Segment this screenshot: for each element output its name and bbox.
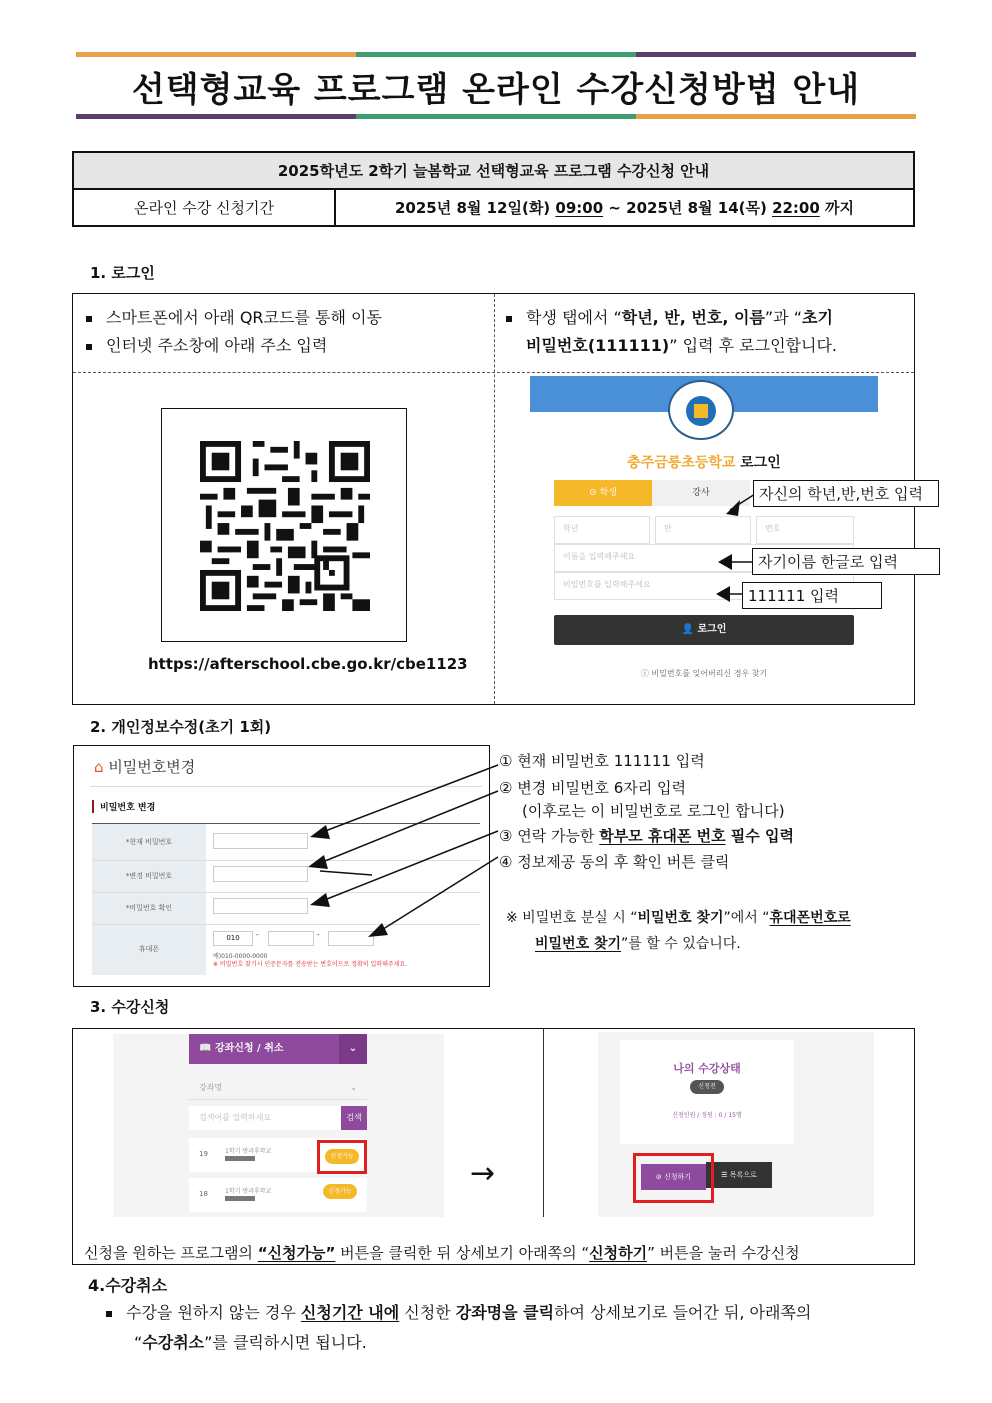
page-title: 선택형교육 프로그램 온라인 수강신청방법 안내 <box>131 70 861 110</box>
top-color-bar <box>76 52 916 57</box>
apply-available-badge[interactable]: 신청가능 <box>325 1149 359 1164</box>
step-arrows <box>300 755 510 945</box>
list-icon: ☰ <box>721 1171 728 1179</box>
course-menu-header[interactable]: 📖 강좌신청 / 취소 ⌄ <box>189 1034 367 1064</box>
qr-frame <box>161 408 407 642</box>
step-2: ② 변경 비밀번호 6자리 입력 <box>499 779 686 797</box>
highlight-box <box>633 1153 714 1203</box>
step-4: ④ 정보제공 동의 후 확인 버튼 클릭 <box>499 853 730 871</box>
forgot-password-link[interactable]: ⓘ 비밀번호를 잊어버리신 경우 찾기 <box>640 669 768 678</box>
status-card <box>620 1040 794 1144</box>
school-emblem-icon <box>668 380 734 440</box>
password-note: ※ 비밀번호 분실 시 “비밀번호 찾기”에서 “휴대폰번호로 <box>506 910 851 926</box>
phone-prefix-input[interactable]: 010 <box>213 931 253 946</box>
login-title: 충주금릉초등학교 로그인 <box>627 455 781 471</box>
tab-student[interactable]: ⊙ 학생 <box>554 480 652 506</box>
label-phone: 휴대폰 <box>138 945 160 953</box>
arrow-icon: → <box>470 1156 496 1191</box>
period-label: 온라인 수강 신청기간 <box>73 189 335 226</box>
divider <box>494 294 495 704</box>
number-input[interactable]: 번호 <box>756 516 854 544</box>
step-1: ① 현재 비밀번호 111111 입력 <box>499 752 705 770</box>
panel-subtitle: 비밀번호 변경 <box>92 800 155 813</box>
section2-heading: 2. 개인정보수정(초기 1회) <box>90 718 272 736</box>
registration-caption: 신청을 원하는 프로그램의 “신청가능” 버튼을 클릭한 뒤 상세보기 아래쪽의 “신청하기” 버튼을 눌러 수강신청 <box>84 1244 800 1262</box>
course-row[interactable]: 18 1학기 방과후학교 <box>189 1178 367 1212</box>
info-header: 2025학년도 2학기 늘봄학교 선택형교육 프로그램 수강신청 안내 <box>73 152 914 189</box>
phone-example: 예)010-0000-0000 <box>213 953 268 960</box>
course-row[interactable]: 19 1학기 방과후학교 <box>189 1138 367 1172</box>
search-input[interactable]: 검색어를 입력하세요 <box>189 1106 341 1130</box>
section3-heading: 3. 수강신청 <box>90 998 170 1016</box>
status-title: 나의 수강상태 <box>673 1062 741 1075</box>
label-confirm: *비밀번호 확인 <box>125 904 173 912</box>
callout-name: 자기이름 한글로 입력 <box>752 548 940 575</box>
confirm-password-input[interactable] <box>213 898 308 914</box>
book-icon: 📖 <box>199 1043 212 1054</box>
section4-heading: 4.수강취소 <box>88 1276 168 1295</box>
status-badge: 신청전 <box>690 1080 724 1094</box>
tab-teacher[interactable]: 강사 <box>652 480 750 506</box>
highlight-box <box>317 1140 367 1174</box>
search-button[interactable]: 검색 <box>341 1106 367 1130</box>
phone-warning: ※ 비밀번호 찾기시 인증문자를 전송받는 번호이므로 정확히 입력해주세요. <box>213 961 408 968</box>
current-password-input[interactable] <box>213 833 308 849</box>
cancel-instruction: 수강을 원하지 않는 경우 신청기간 내에 신청한 강좌명을 클릭하여 상세보기로 들어간 뒤, 아래쪽의 “수강취소”를 클릭하시면 됩니다. <box>106 1298 811 1358</box>
chevron-down-icon: ⌄ <box>339 1034 367 1064</box>
password-note-2: 비밀번호 찾기”를 할 수 있습니다. <box>535 936 741 952</box>
label-new: *변경 비밀번호 <box>125 872 173 880</box>
panel-title: ⌂ 비밀번호변경 <box>94 758 196 776</box>
divider <box>543 1029 544 1217</box>
user-icon: 👤 <box>681 624 694 635</box>
bottom-color-bar <box>76 114 916 119</box>
login-button[interactable]: 👤 로그인 <box>554 615 854 645</box>
left-bullets: 스마트폰에서 아래 QR코드를 통해 이동 인터넷 주소창에 아래 주소 입력 <box>86 304 382 360</box>
callout-password: 111111 입력 <box>742 582 882 609</box>
apply-button[interactable]: ⊘ 신청하기 <box>641 1164 706 1190</box>
login-url[interactable]: https://afterschool.cbe.go.kr/cbe1123 <box>148 655 468 673</box>
qr-code-icon <box>200 441 370 611</box>
home-icon: ⌂ <box>94 758 104 776</box>
status-count: 신청인원 / 정원 : 0 / 15명 <box>672 1112 742 1119</box>
class-input[interactable]: 반 <box>655 516 751 544</box>
period-value: 2025년 8월 12일(화) 09:00 ~ 2025년 8월 14(목) 22:00 까지 <box>335 189 914 226</box>
section1-heading: 1. 로그인 <box>90 264 155 282</box>
info-table <box>72 151 915 227</box>
new-password-input[interactable] <box>213 866 308 882</box>
apply-available-badge[interactable]: 신청가능 <box>323 1184 357 1199</box>
divider <box>73 372 914 373</box>
list-button[interactable]: ☰ 목록으로 <box>706 1162 772 1188</box>
password-input[interactable]: 비밀번호를 입력해주세요 <box>554 572 854 600</box>
name-input[interactable]: 이름을 입력해주세요 <box>554 544 854 572</box>
grade-input[interactable]: 학년 <box>554 516 650 544</box>
course-list-screen <box>113 1034 444 1217</box>
password-form: *현재 비밀번호 *변경 비밀번호 *비밀번호 확인 휴대폰 010 - - 예)010-0000-0000 ※ 비밀번호 찾기시 인증문자를 전송받는 번호이므로 정확히 입력해주세요. <box>92 823 480 974</box>
label-current: *현재 비밀번호 <box>125 838 173 846</box>
check-icon: ⊘ <box>655 1173 662 1181</box>
course-select[interactable]: 강좌명 ⌄ <box>189 1076 367 1100</box>
step-2-note: (이후로는 이 비밀번호로 로그인 합니다) <box>522 802 785 820</box>
step-3: ③ 연락 가능한 학부모 휴대폰 번호 필수 입력 <box>499 827 794 845</box>
callout-grade-class-number: 자신의 학년,반,번호 입력 <box>753 480 939 507</box>
right-instruction: 학생 탭에서 “학년, 반, 번호, 이름”과 “초기 비밀번호(111111)” 입력 후 로그인합니다. <box>506 304 906 360</box>
